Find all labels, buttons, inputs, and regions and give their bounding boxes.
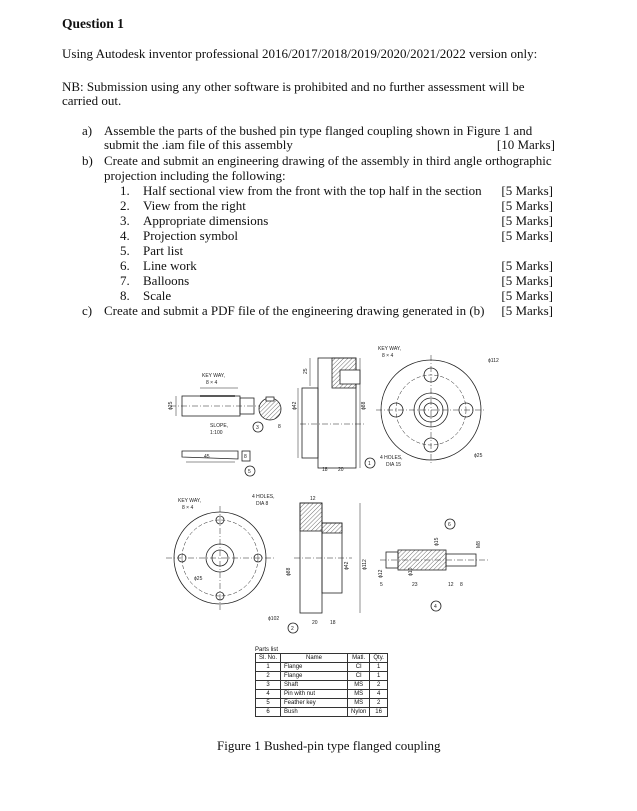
item-text: Balloons	[143, 273, 190, 288]
keyway-dim-left: 8 × 4	[182, 505, 194, 511]
cell: 4	[370, 690, 388, 699]
table-row	[256, 663, 388, 672]
cell: MS	[348, 699, 370, 708]
cell: 6	[256, 708, 281, 717]
dim-phi112-bottom: ϕ112	[362, 559, 368, 570]
part-a-line-2: submit the .iam file of this assembly	[104, 137, 293, 152]
cell: Feather key	[281, 699, 348, 708]
item-number: 6.	[120, 258, 130, 273]
cell: Flange	[281, 672, 348, 681]
dim-8c: 8	[460, 582, 463, 588]
dim-phi42-bottom: ϕ42	[344, 561, 350, 570]
dim-20b: 20	[312, 620, 318, 626]
item-number: 7.	[120, 273, 130, 288]
cell: 5	[256, 699, 281, 708]
parts-table	[255, 653, 388, 717]
item-marks: [5 Marks]	[501, 258, 553, 273]
item-number: 8.	[120, 288, 130, 303]
dim-8b: 8	[244, 454, 247, 460]
parts-list	[255, 647, 388, 717]
parts-header-row	[256, 654, 388, 663]
balloon-3: 3	[256, 425, 259, 431]
table-row	[256, 708, 388, 717]
dim-25: 25	[303, 368, 309, 374]
table-row	[256, 690, 388, 699]
item-text: Part list	[143, 243, 184, 258]
balloon-4: 4	[434, 604, 437, 610]
table-row	[256, 681, 388, 690]
flange-1-section	[292, 358, 375, 473]
item-text: Line work	[143, 258, 197, 273]
table-row	[256, 672, 388, 681]
dim-phi42-top: ϕ42	[292, 401, 298, 410]
header-cell: Name	[281, 654, 348, 663]
item-text: Half sectional view from the front with the top half in the section	[143, 183, 482, 198]
balloon-2: 2	[291, 626, 294, 632]
cell: 2	[370, 699, 388, 708]
pin-bush-view	[378, 519, 490, 611]
cell: 4	[256, 690, 281, 699]
item-marks: [5 Marks]	[501, 198, 553, 213]
dim-phi10: ϕ10	[408, 567, 414, 576]
dim-phi112-top: ϕ112	[488, 358, 499, 364]
part-a-line-1: Assemble the parts of the bushed pin type flanged coupling shown in Figure 1 and	[104, 123, 533, 138]
dim-12a: 12	[310, 496, 316, 502]
nb-line-1: NB: Submission using any other software is prohibited and no further assessment will be	[62, 79, 525, 94]
key-view	[182, 423, 255, 476]
cell: Flange	[281, 663, 348, 672]
dim-phi25-left: ϕ25	[168, 401, 174, 410]
dim-phi25-bottom: ϕ25	[194, 576, 203, 582]
flange-2-section	[286, 496, 368, 626]
intro-text: Using Autodesk inventor professional 2016/2017/2018/2019/2020/2021/2022 version only:	[62, 46, 538, 61]
cell: CI	[348, 672, 370, 681]
item-number: 5.	[120, 243, 130, 258]
item-text: Appropriate dimensions	[143, 213, 269, 228]
holes-15-dia: DIA 15	[386, 462, 402, 468]
part-c-label: c)	[82, 303, 93, 318]
holes-8-label: 4 HOLES,	[252, 494, 275, 500]
part-a-label: a)	[82, 123, 93, 138]
cell: MS	[348, 690, 370, 699]
part-b-label: b)	[82, 153, 93, 168]
balloon-5: 5	[248, 469, 251, 475]
dim-phi12: ϕ12	[378, 569, 384, 578]
keyway-label-bottom: KEY WAY,	[378, 346, 401, 352]
cell: Nylon	[348, 708, 370, 717]
parts-list-title: Parts list	[255, 647, 279, 653]
dim-phi88-bottom: ϕ88	[286, 567, 292, 576]
flange-2-front	[166, 494, 298, 633]
balloon-6: 6	[448, 522, 451, 528]
part-c-text: Create and submit a PDF file of the engineering drawing generated in (b)	[104, 303, 485, 318]
item-marks: [5 Marks]	[501, 288, 553, 303]
dim-18a: 18	[322, 467, 328, 473]
cell: 1	[370, 663, 388, 672]
item-number: 1.	[120, 183, 130, 198]
cell: 1	[256, 663, 281, 672]
keyway-dim-bottom: 8 × 4	[382, 353, 394, 359]
part-b-line-1: Create and submit an engineering drawing of the assembly in third angle orthographic	[104, 153, 552, 168]
item-text: Projection symbol	[143, 228, 238, 243]
dim-18b: 18	[330, 620, 336, 626]
cell: CI	[348, 663, 370, 672]
slope-label: SLOPE,	[210, 423, 229, 429]
keyway-label-left: KEY WAY,	[178, 498, 201, 504]
holes-15-label: 4 HOLES,	[380, 455, 403, 461]
item-marks: [5 Marks]	[501, 273, 553, 288]
header-cell: Qty.	[370, 654, 388, 663]
part-a-marks: [10 Marks]	[496, 137, 555, 152]
flange-1-front	[376, 346, 499, 468]
item-marks: [5 Marks]	[501, 183, 553, 198]
header-cell: Matl.	[348, 654, 370, 663]
cell: Bush	[281, 708, 348, 717]
cell: Shaft	[281, 681, 348, 690]
part-b-line-2: projection including the following:	[104, 168, 286, 183]
dim-phi25-right: ϕ25	[474, 453, 483, 459]
part-c-marks: [5 Marks]	[501, 303, 553, 318]
dim-phi102: ϕ102	[268, 616, 280, 622]
item-marks: [5 Marks]	[501, 228, 553, 243]
item-text: View from the right	[143, 198, 246, 213]
cell: 3	[256, 681, 281, 690]
dim-12b: 12	[448, 582, 454, 588]
balloon-1: 1	[368, 461, 371, 467]
item-number: 2.	[120, 198, 130, 213]
dim-23: 23	[412, 582, 418, 588]
dim-phi15: ϕ15	[434, 537, 440, 546]
header-cell: Sl. No.	[256, 654, 281, 663]
item-number: 4.	[120, 228, 130, 243]
figure-caption: Figure 1 Bushed-pin type flanged coupling	[217, 738, 441, 753]
cell: Pin with nut	[281, 690, 348, 699]
item-text: Scale	[143, 288, 172, 303]
keyway-dim-top: 8 × 4	[206, 380, 218, 386]
holes-8-dia: DIA 8	[256, 501, 269, 507]
keyway-label-top: KEY WAY,	[202, 373, 225, 379]
dim-20a: 20	[338, 467, 344, 473]
coupling-drawing	[160, 338, 560, 643]
question-title: Question 1	[62, 16, 124, 31]
cell: MS	[348, 681, 370, 690]
cell: 2	[256, 672, 281, 681]
dim-m8: M8	[476, 541, 482, 548]
dim-5: 5	[380, 582, 383, 588]
nb-line-2: carried out.	[62, 93, 122, 108]
item-number: 3.	[120, 213, 130, 228]
dim-45: 45	[204, 454, 210, 460]
cell: 2	[370, 681, 388, 690]
cell: 16	[370, 708, 388, 717]
item-marks: [5 Marks]	[501, 213, 553, 228]
dim-phi88-top: ϕ88	[361, 401, 367, 410]
dim-8a: 8	[278, 424, 281, 430]
slope-ratio: 1:100	[210, 430, 223, 436]
cell: 1	[370, 672, 388, 681]
table-row	[256, 699, 388, 708]
